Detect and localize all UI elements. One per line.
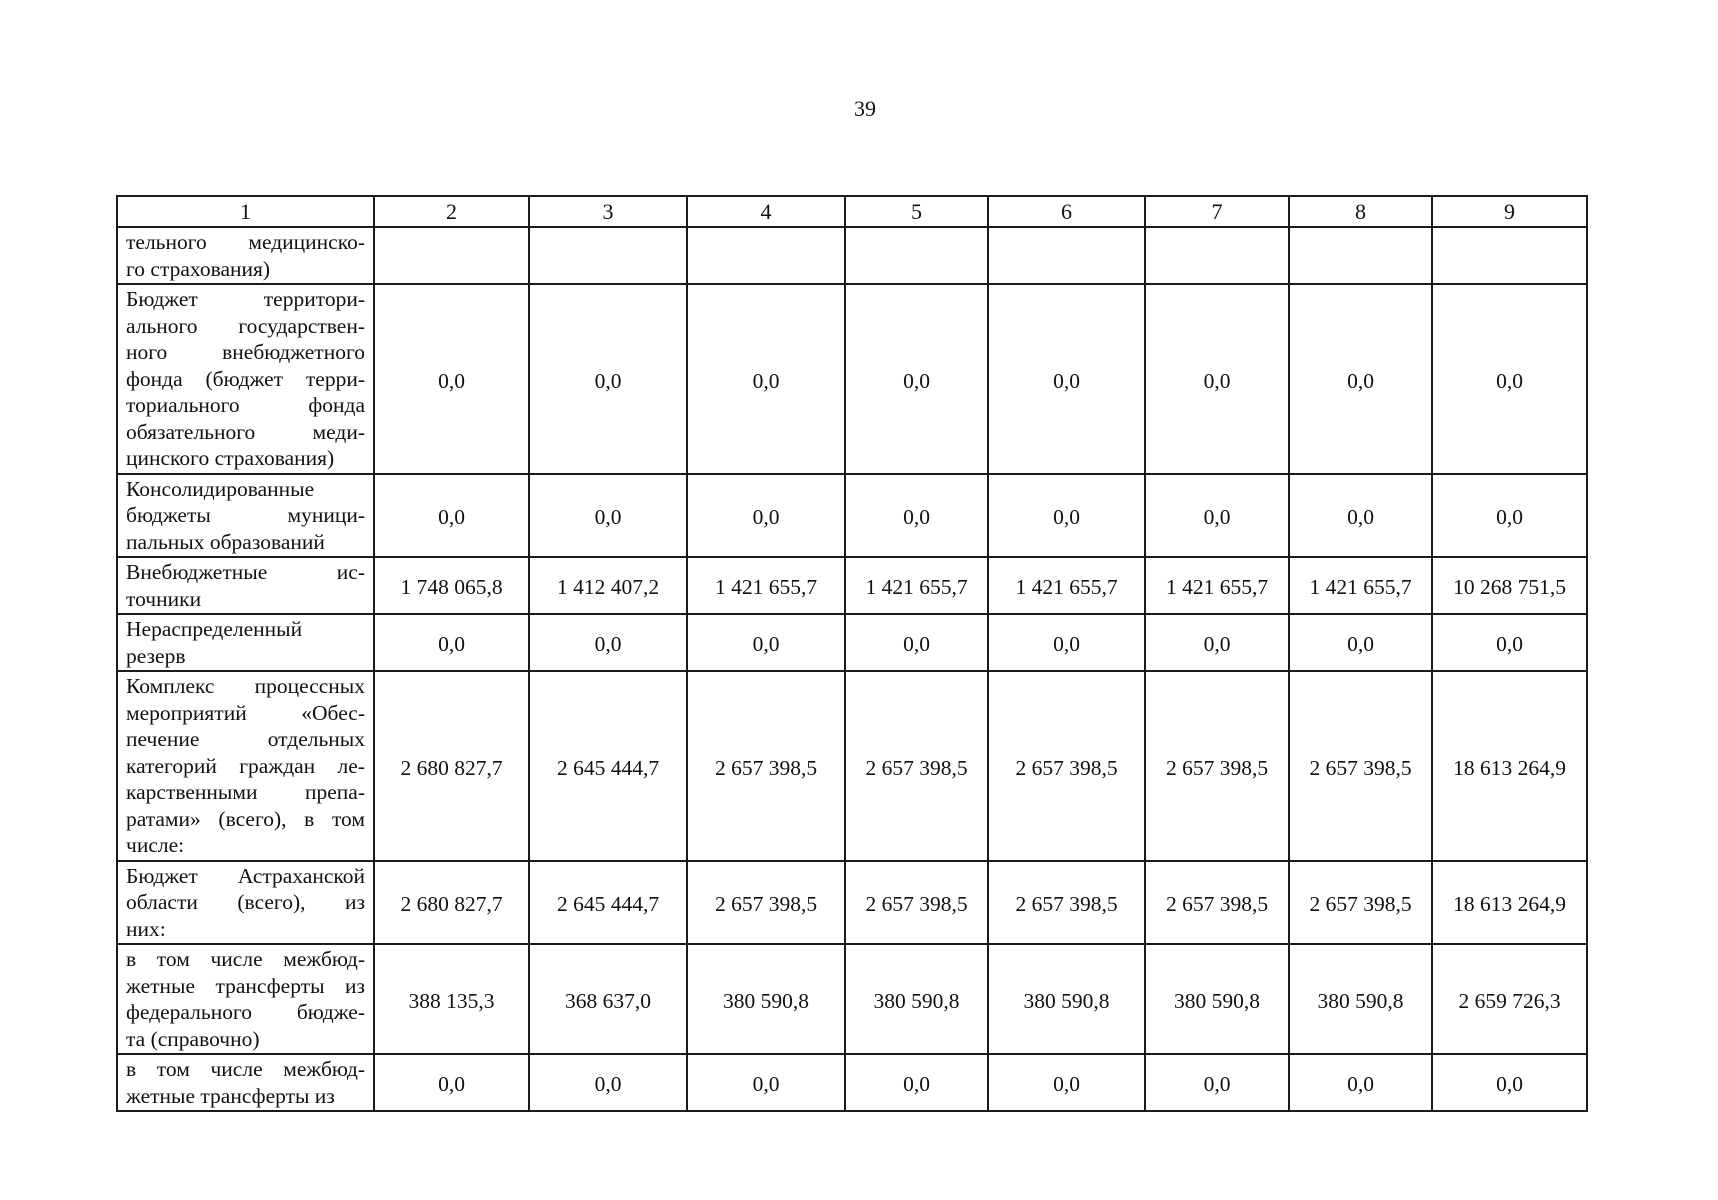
row-label-line: области (всего), из — [126, 890, 365, 914]
row-label-line: Консолидированные — [126, 476, 315, 501]
row-label-line: та (справочно) — [126, 1026, 260, 1051]
value-cell: 0,0 — [988, 474, 1145, 558]
value-cell: 0,0 — [1432, 474, 1587, 558]
row-label-line: Бюджет Астраханской — [126, 863, 365, 888]
column-header: 2 — [374, 196, 529, 227]
value-cell: 1 748 065,8 — [374, 557, 529, 614]
table-row — [117, 1054, 1587, 1111]
value-cell: 380 590,8 — [988, 944, 1145, 1054]
table-row — [117, 284, 1587, 474]
value-cell: 2 680 827,7 — [374, 861, 529, 945]
value-cell: 380 590,8 — [1145, 944, 1289, 1054]
value-cell: 0,0 — [687, 614, 845, 671]
row-label — [117, 614, 374, 671]
value-cell — [374, 227, 529, 284]
value-cell: 2 657 398,5 — [687, 861, 845, 945]
value-cell: 1 412 407,2 — [529, 557, 687, 614]
row-label-line: ального государствен- — [126, 313, 365, 338]
table-row — [117, 557, 1587, 614]
value-cell: 1 421 655,7 — [1289, 557, 1432, 614]
row-label-line: них: — [126, 916, 166, 941]
value-cell: 0,0 — [1432, 284, 1587, 474]
row-label — [117, 557, 374, 614]
value-cell: 2 657 398,5 — [1289, 671, 1432, 861]
value-cell: 18 613 264,9 — [1432, 861, 1587, 945]
value-cell: 1 421 655,7 — [845, 557, 988, 614]
table-body — [117, 196, 1587, 1111]
table-row — [117, 671, 1587, 861]
budget-table — [116, 195, 1588, 1112]
row-label-line: Бюджет территори- — [126, 287, 365, 311]
row-label-line: категорий граждан ле- — [126, 753, 365, 778]
value-cell: 380 590,8 — [687, 944, 845, 1054]
row-label-line: печение отдельных — [126, 727, 365, 751]
value-cell: 0,0 — [1289, 474, 1432, 558]
value-cell: 1 421 655,7 — [1145, 557, 1289, 614]
value-cell: 0,0 — [529, 474, 687, 558]
value-cell — [845, 227, 988, 284]
column-header: 5 — [845, 196, 988, 227]
row-label-line: жетные трансферты из — [126, 973, 365, 998]
row-label — [117, 1054, 374, 1111]
value-cell: 0,0 — [1145, 614, 1289, 671]
row-label-line: Комплекс процессных — [126, 674, 365, 698]
table-row — [117, 944, 1587, 1054]
value-cell: 380 590,8 — [845, 944, 988, 1054]
value-cell: 2 657 398,5 — [1289, 861, 1432, 945]
value-cell: 0,0 — [845, 474, 988, 558]
column-header: 7 — [1145, 196, 1289, 227]
value-cell: 18 613 264,9 — [1432, 671, 1587, 861]
value-cell: 2 645 444,7 — [529, 671, 687, 861]
row-label — [117, 474, 374, 558]
value-cell: 368 637,0 — [529, 944, 687, 1054]
column-header: 3 — [529, 196, 687, 227]
value-cell: 0,0 — [988, 1054, 1145, 1111]
row-label-line: пальных образований — [126, 529, 325, 554]
value-cell — [529, 227, 687, 284]
value-cell: 2 657 398,5 — [1145, 861, 1289, 945]
row-label-line: ного внебюджетного — [126, 340, 365, 364]
row-label-line: федерального бюдже- — [126, 1000, 365, 1024]
row-label-line: фонда (бюджет терри- — [126, 366, 365, 391]
value-cell — [1289, 227, 1432, 284]
column-header: 1 — [117, 196, 374, 227]
row-label-line: тельного медицинско- — [126, 230, 365, 254]
row-label-line: карственными препа- — [126, 780, 365, 804]
value-cell — [687, 227, 845, 284]
value-cell — [1432, 227, 1587, 284]
value-cell: 0,0 — [988, 284, 1145, 474]
value-cell: 0,0 — [845, 1054, 988, 1111]
table-row — [117, 861, 1587, 945]
value-cell: 0,0 — [845, 614, 988, 671]
column-header: 4 — [687, 196, 845, 227]
row-label-line: в том числе межбюд- — [126, 1057, 365, 1081]
value-cell: 2 657 398,5 — [845, 671, 988, 861]
table-header-row — [117, 196, 1587, 227]
row-label-line: цинского страхования) — [126, 446, 335, 470]
value-cell: 0,0 — [687, 474, 845, 558]
value-cell: 0,0 — [845, 284, 988, 474]
row-label-line: мероприятий «Обес- — [126, 700, 365, 725]
value-cell: 0,0 — [1145, 474, 1289, 558]
row-label — [117, 671, 374, 861]
value-cell: 380 590,8 — [1289, 944, 1432, 1054]
row-label-line: ратами» (всего), в том — [126, 806, 365, 831]
row-label-line: Нераспределенный — [126, 617, 303, 641]
row-label-line: го страхования) — [126, 256, 271, 281]
value-cell: 0,0 — [1289, 614, 1432, 671]
value-cell — [1145, 227, 1289, 284]
value-cell: 0,0 — [687, 1054, 845, 1111]
page-number: 39 — [854, 96, 876, 121]
value-cell: 1 421 655,7 — [687, 557, 845, 614]
value-cell: 0,0 — [374, 614, 529, 671]
row-label-line: жетные трансферты из — [126, 1083, 335, 1108]
value-cell: 0,0 — [687, 284, 845, 474]
table-row — [117, 614, 1587, 671]
value-cell: 2 645 444,7 — [529, 861, 687, 945]
column-header: 6 — [988, 196, 1145, 227]
row-label — [117, 861, 374, 945]
value-cell: 0,0 — [374, 1054, 529, 1111]
value-cell: 0,0 — [1432, 614, 1587, 671]
row-label-line: обязательного меди- — [126, 419, 365, 444]
value-cell: 2 657 398,5 — [845, 861, 988, 945]
value-cell: 2 657 398,5 — [988, 861, 1145, 945]
table-row — [117, 474, 1587, 558]
value-cell: 0,0 — [374, 474, 529, 558]
row-label-line: резерв — [126, 643, 186, 668]
value-cell: 2 659 726,3 — [1432, 944, 1587, 1054]
row-label — [117, 227, 374, 284]
row-label — [117, 944, 374, 1054]
table-row — [117, 227, 1587, 284]
value-cell: 2 657 398,5 — [988, 671, 1145, 861]
row-label-line: ториального фонда — [126, 393, 365, 417]
value-cell: 1 421 655,7 — [988, 557, 1145, 614]
value-cell: 0,0 — [529, 1054, 687, 1111]
value-cell: 10 268 751,5 — [1432, 557, 1587, 614]
value-cell: 0,0 — [1289, 284, 1432, 474]
column-header: 9 — [1432, 196, 1587, 227]
row-label — [117, 284, 374, 474]
value-cell: 2 657 398,5 — [1145, 671, 1289, 861]
row-label-line: точники — [126, 586, 202, 611]
value-cell: 2 657 398,5 — [687, 671, 845, 861]
row-label-line: бюджеты муници- — [126, 503, 365, 527]
value-cell: 0,0 — [1145, 1054, 1289, 1111]
value-cell: 2 680 827,7 — [374, 671, 529, 861]
value-cell: 0,0 — [1432, 1054, 1587, 1111]
value-cell: 0,0 — [529, 284, 687, 474]
column-header: 8 — [1289, 196, 1432, 227]
value-cell: 0,0 — [529, 614, 687, 671]
value-cell: 0,0 — [374, 284, 529, 474]
row-label-line: числе: — [126, 833, 185, 857]
value-cell: 0,0 — [988, 614, 1145, 671]
value-cell — [988, 227, 1145, 284]
value-cell: 388 135,3 — [374, 944, 529, 1054]
value-cell: 0,0 — [1289, 1054, 1432, 1111]
value-cell: 0,0 — [1145, 284, 1289, 474]
row-label-line: в том числе межбюд- — [126, 947, 365, 971]
row-label-line: Внебюджетные ис- — [126, 560, 365, 584]
